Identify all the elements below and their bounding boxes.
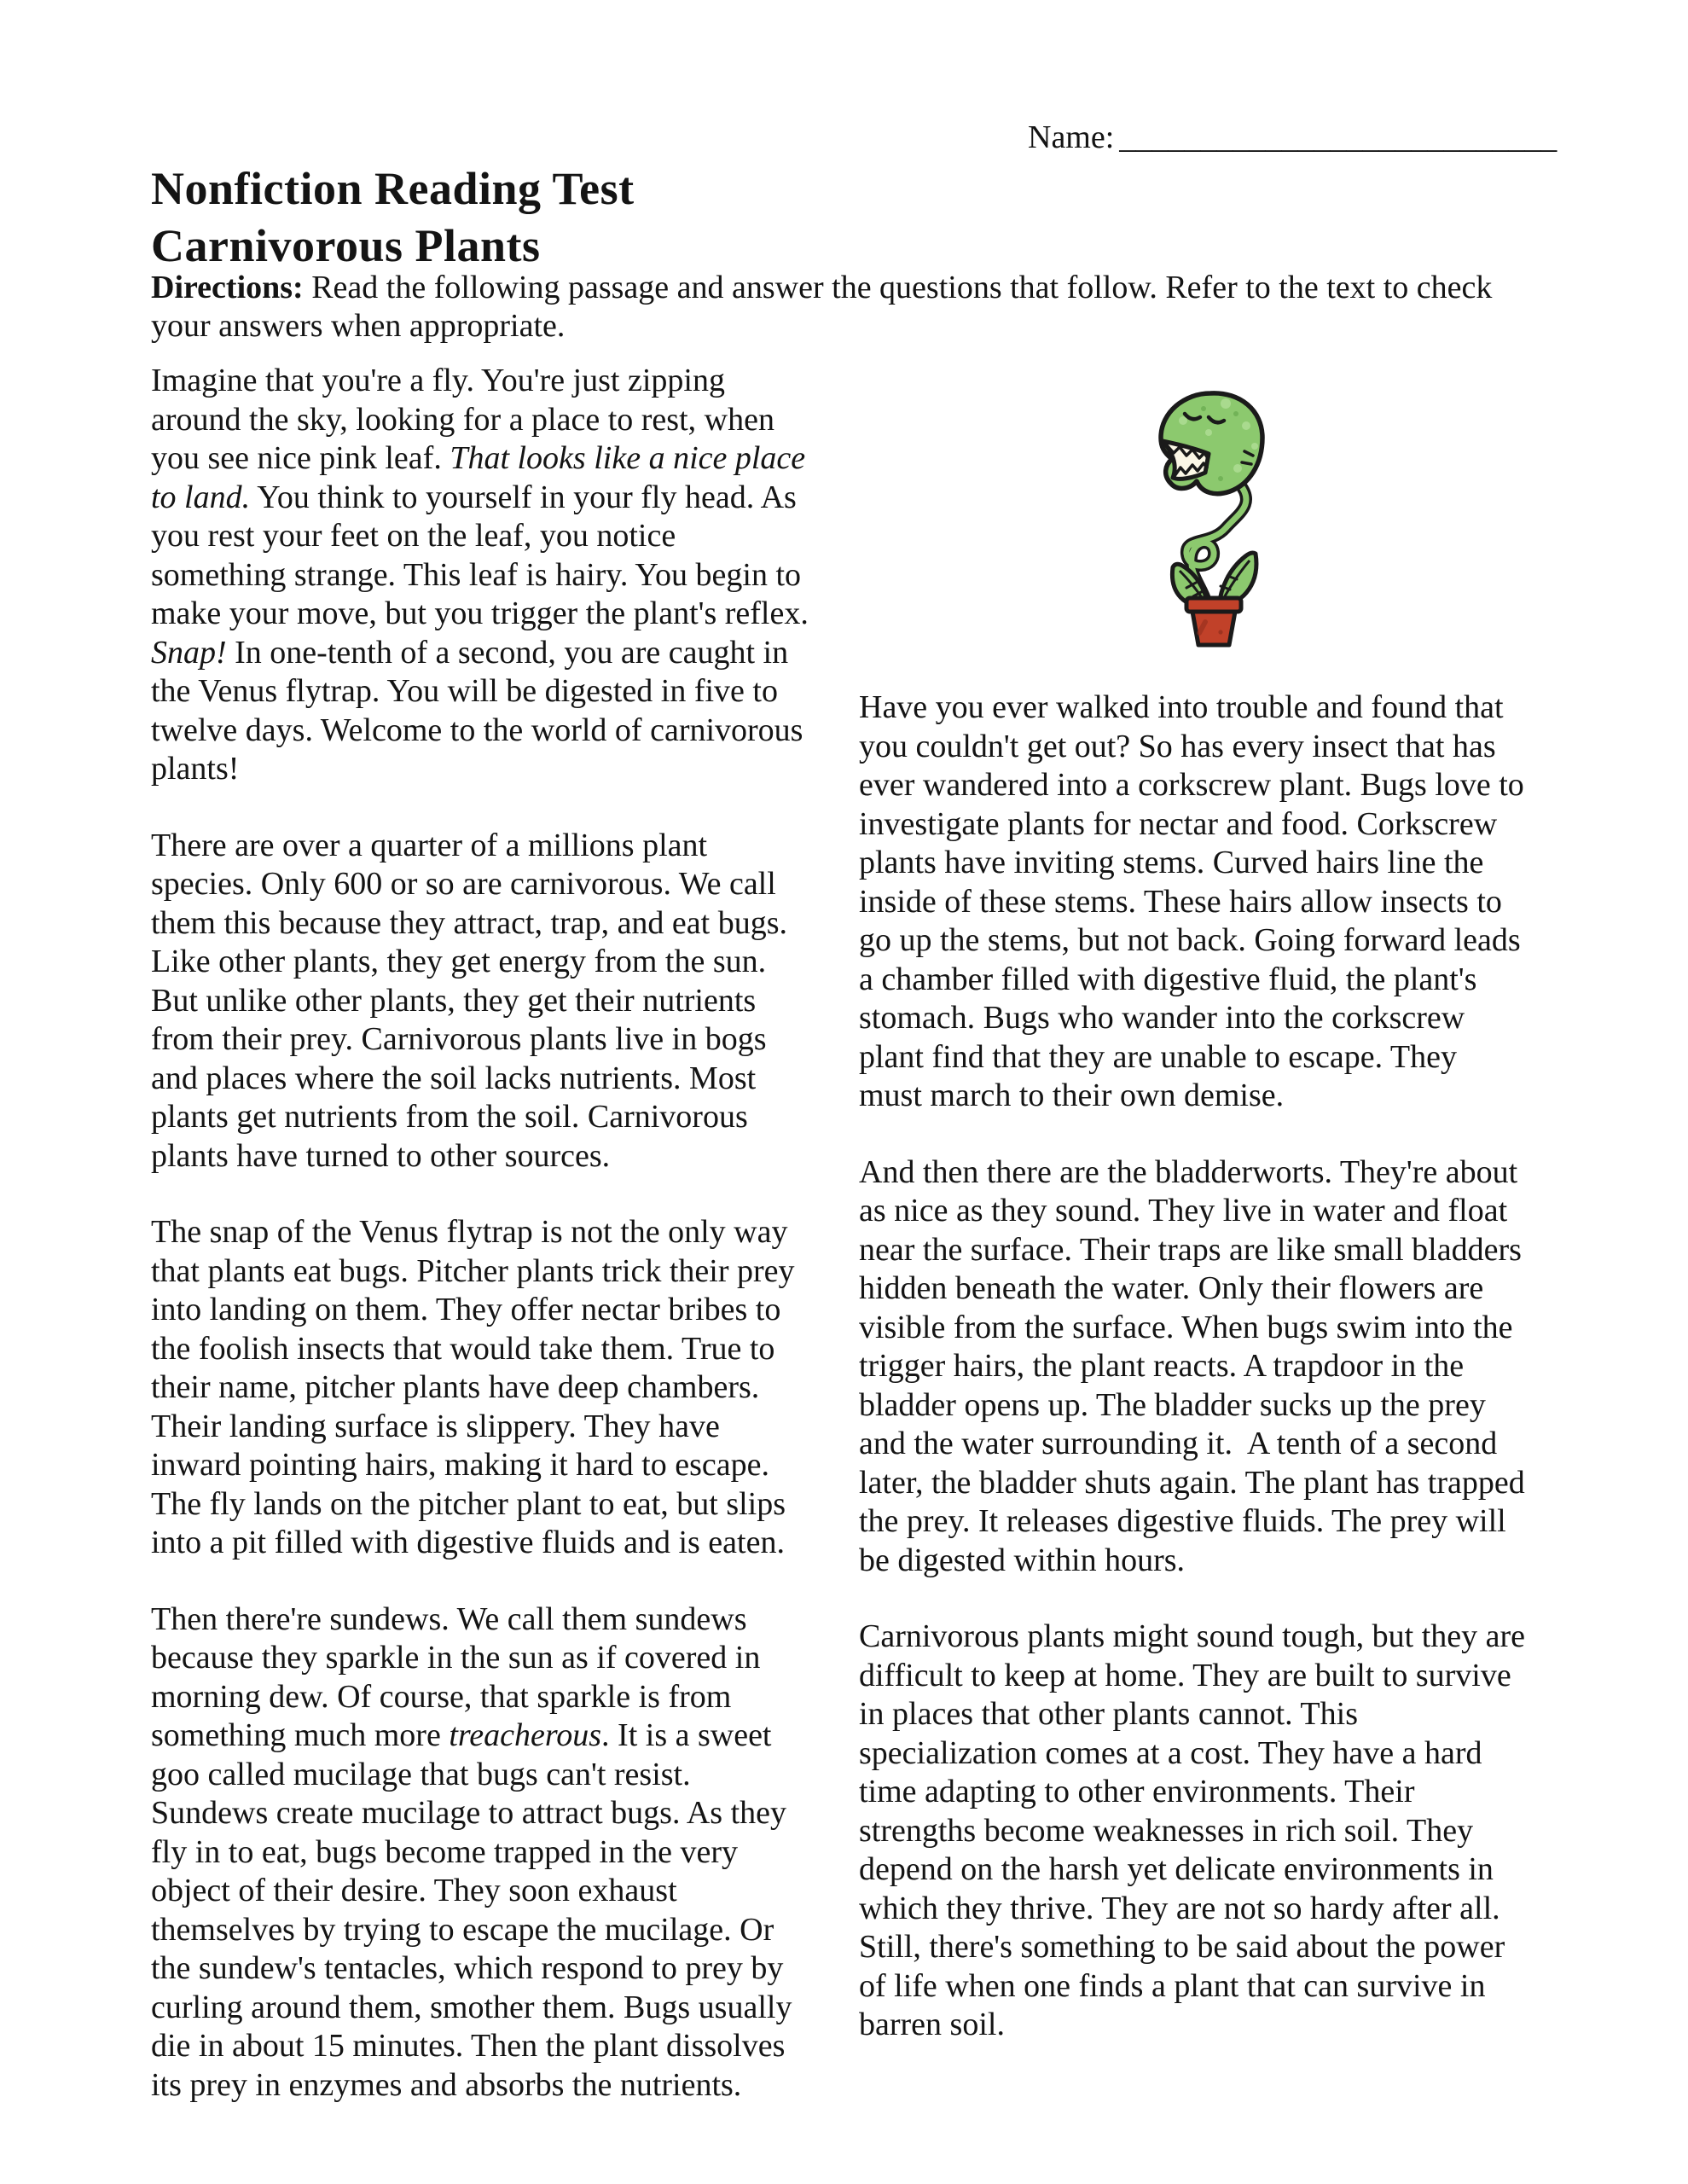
- flower-pot: [1186, 598, 1241, 645]
- passage-paragraph-1: [151, 362, 809, 789]
- text-run-italic: treacherous: [449, 1717, 602, 1753]
- name-field: [1028, 118, 1557, 157]
- text-run: In one-tenth of a second, you are caught in the Venus flytrap. You will be digested in five to twelve days. Welcome to the world of carnivorous plants!: [151, 634, 803, 787]
- name-label: Name:: [1028, 119, 1115, 155]
- text-run: Imagine that you're a fly. You're just zipping around the sky, looking for a place to rest, when you see nice pink leaf.: [151, 363, 774, 476]
- venus-flytrap-cartoon-icon: [1154, 390, 1273, 649]
- page-title: Nonfiction Reading Test: [151, 163, 635, 214]
- venus-flytrap-svg: [1154, 390, 1273, 649]
- directions-text: Read the following passage and answer the questions that follow. Refer to the text to check your answers when appropriate.: [151, 270, 1493, 344]
- text-run-italic: Snap!: [151, 634, 227, 671]
- passage-paragraph-7: [859, 1618, 1527, 2045]
- directions: [151, 269, 1528, 346]
- text-run: There are over a quarter of a millions plant species. Only 600 or so are carnivorous. We call them this because they attract, trap, and eat bugs. Like other plants, they get energy from the sun. But unlike other plants, they get their nutrients from their prey. Carnivorous plants live in bogs and places where the soil lacks nutrients. Most plants get nutrients from the soil. Carnivorous plants have turned to other sources.: [151, 827, 788, 1174]
- passage-paragraph-3: [151, 1213, 809, 1563]
- text-run: The snap of the Venus flytrap is not the only way that plants eat bugs. Pitcher plants trick their prey into landing on them. They offer nectar bribes to the foolish insects that would take them. True to their name, pitcher plants have deep chambers. Their landing surface is slippery. They have inward pointing hairs, making it hard to escape. The fly lands on the pitcher plant to eat, but slips into a pit filled with digestive fluids and is eaten.: [151, 1214, 795, 1560]
- text-run: Then there're sundews. We call them sundews because they sparkle in the sun as if covered in morning dew. Of course, that sparkle is from something much more: [151, 1600, 761, 1753]
- page-title-block: [151, 160, 635, 275]
- text-run-italic: That looks like a nice place to land.: [151, 440, 806, 515]
- passage-paragraph-6: [859, 1153, 1527, 1581]
- page-subtitle: Carnivorous Plants: [151, 220, 541, 271]
- directions-label: Directions:: [151, 270, 304, 305]
- passage-paragraph-5: [859, 688, 1527, 1116]
- passage-left-column: [151, 362, 809, 2142]
- passage-paragraph-4: [151, 1600, 809, 2106]
- text-run: You think to yourself in your fly head. As you rest your feet on the leaf, you notice something strange. This leaf is hairy. You begin to make your move, but you trigger the plant's reflex.: [151, 479, 809, 631]
- text-run: Have you ever walked into trouble and found that you couldn't get out? So has every insect that has ever wandered into a corkscrew plant. Bugs love to investigate plants for nectar and food. Corkscrew plants have inviting stems. Curved hairs line the inside of these stems. These hairs allow insects to go up the stems, but not back. Going forward leads a chamber filled with digestive fluid, the plant's stomach. Bugs who wander into the corkscrew plant find that they are unable to escape. They must march to their own demise.: [859, 689, 1524, 1113]
- plant-head: [1161, 393, 1262, 494]
- text-run: And then there are the bladderworts. They're about as nice as they sound. They live in water and float near the surface. Their traps are like small bladders hidden beneath the water. Only their flowers are visible from the surface. When bugs swim into the trigger hairs, the plant reacts. A trapdoor in the bladder opens up. The bladder sucks up the prey and the water surrounding it. A tenth of a second later, the bladder shuts again. The plant has trapped the prey. It releases digestive fluids. The prey will be digested within hours.: [859, 1153, 1525, 1578]
- text-run: Carnivorous plants might sound tough, but they are difficult to keep at home. They are built to survive in places that other plants cannot. This specialization comes at a cost. They have a hard time adapting to other environments. Their strengths become weaknesses in rich soil. They depend on the harsh yet delicate environments in which they thrive. They are not so hardy after all. Still, there's something to be said about the power of life when one finds a plant that can survive in barren soil.: [859, 1618, 1526, 2042]
- passage-right-column: [859, 390, 1527, 2082]
- text-run: . It is a sweet goo called mucilage that bugs can't resist. Sundews create mucilage to attract bugs. As they fly in to eat, bugs become trapped in the very object of their desire. They soon exhaust themselves by trying to escape the mucilage. Or the sundew's tentacles, which respond to prey by curling around them, smother them. Bugs usually die in about 15 minutes. Then the plant dissolves its prey in enzymes and absorbs the nutrients.: [151, 1717, 792, 2103]
- name-blank-line: ___________________________: [1119, 119, 1557, 155]
- passage-paragraph-2: [151, 827, 809, 1176]
